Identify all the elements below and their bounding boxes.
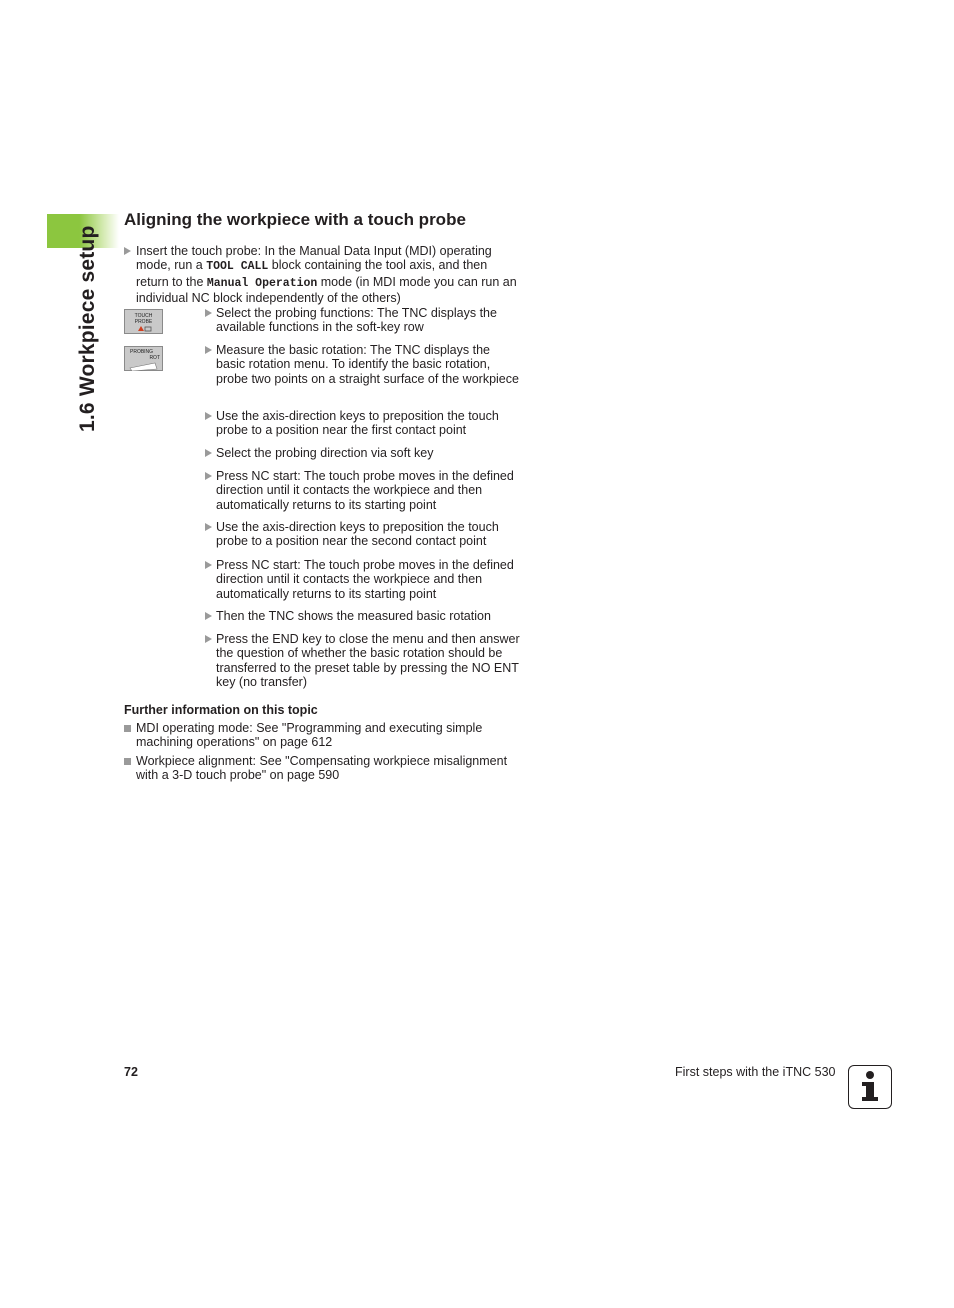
step-arrow-icon: [205, 449, 212, 457]
further-info-heading: Further information on this topic: [124, 703, 318, 717]
touch-probe-softkey[interactable]: [124, 309, 163, 334]
reference-item: Workpiece alignment: See "Compensating workpiece misalignment with a 3-D touch probe" on page 590: [136, 754, 508, 783]
step-arrow-icon: [205, 612, 212, 620]
step-item: Then the TNC shows the measured basic rotation: [216, 609, 491, 623]
bullet-arrow-icon: [124, 247, 131, 255]
probing-rot-softkey[interactable]: [124, 346, 163, 371]
softkey-label-line1: PROBING: [130, 349, 154, 355]
step-arrow-icon: [205, 412, 212, 420]
touch-probe-icon: [134, 325, 154, 332]
book-title: First steps with the iTNC 530: [675, 1065, 836, 1079]
step-item: Use the axis-direction keys to preposition the touch probe to a position near the first contact point: [216, 409, 499, 438]
square-bullet-icon: [124, 725, 131, 732]
section-heading: Aligning the workpiece with a touch probe: [124, 210, 466, 229]
softkey-label-line1: TOUCH: [134, 313, 153, 319]
rotation-icon: [127, 361, 161, 371]
step-item: Select the probing functions: The TNC displays the available functions in the soft-key row: [216, 306, 497, 335]
step-item: Press NC start: The touch probe moves in the defined direction until it contacts the workpiece and then automatically returns to its starting point: [216, 558, 514, 601]
info-icon: [848, 1065, 892, 1109]
step-arrow-icon: [205, 309, 212, 317]
code-tool-call: TOOL CALL: [206, 260, 269, 274]
step-arrow-icon: [205, 523, 212, 531]
square-bullet-icon: [124, 758, 131, 765]
info-glyph: [849, 1066, 890, 1107]
step-arrow-icon: [205, 472, 212, 480]
step-arrow-icon: [205, 635, 212, 643]
code-manual-operation: Manual Operation: [206, 276, 318, 290]
softkey-label-line2: ROT: [149, 355, 160, 361]
page-number: 72: [124, 1065, 138, 1079]
step-arrow-icon: [205, 346, 212, 354]
softkey-label-line2: PROBE: [134, 319, 153, 325]
step-item: Measure the basic rotation: The TNC displays the basic rotation menu. To identify the basic rotation, probe two points on a straight surface of the workpiece: [216, 343, 519, 386]
intro-paragraph: Insert the touch probe: In the Manual Data Input (MDI) operating mode, run a TOOL CALL block containing the tool axis, and then return to the Manual Operation mode (in MDI mode you can run an individual NC block independently of the others): [136, 244, 517, 306]
reference-item: MDI operating mode: See "Programming and executing simple machining operations" on page 612: [136, 721, 483, 750]
step-item: Press the END key to close the menu and then answer the question of whether the basic rotation should be transferred to the preset table by pressing the NO ENT key (no transfer): [216, 632, 520, 690]
step-item: Select the probing direction via soft key: [216, 446, 434, 460]
step-item: Press NC start: The touch probe moves in the defined direction until it contacts the workpiece and then automatically returns to its starting point: [216, 469, 514, 512]
step-arrow-icon: [205, 561, 212, 569]
step-item: Use the axis-direction keys to preposition the touch probe to a position near the second contact point: [216, 520, 499, 549]
chapter-title: 1.6 Workpiece setup: [76, 225, 99, 432]
